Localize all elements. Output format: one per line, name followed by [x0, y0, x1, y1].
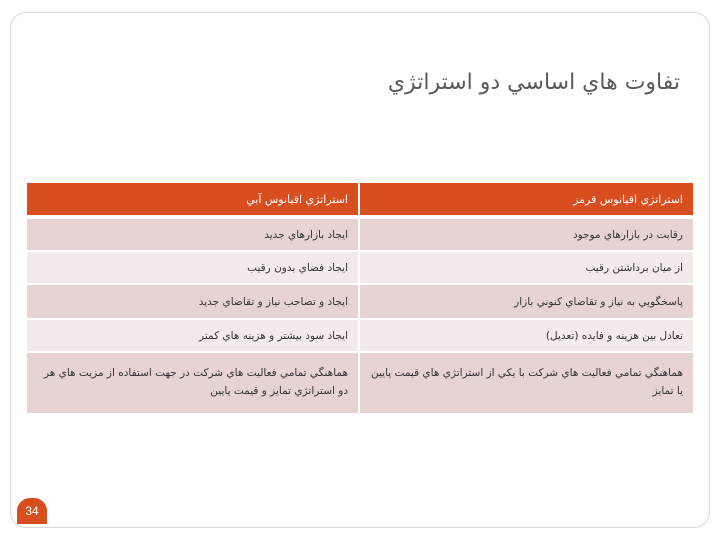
table-cell: ايجاد و تصاحب نياز و تقاضاي جديد	[27, 283, 360, 318]
header-blue-ocean: استراتژي اقيانوس آبي	[27, 183, 360, 217]
page-number: 34	[25, 504, 39, 518]
comparison-table	[27, 183, 693, 413]
table-row	[27, 283, 693, 318]
table-cell: هماهنگي تمامي فعاليت هاي شركت در جهت استفاده از مزيت هاي هر دو استراتژي تمايز و قيمت پايين	[27, 351, 360, 413]
table-cell: رقابت در بازارهاي موجود	[360, 217, 693, 250]
table-header-row	[27, 183, 693, 217]
table-row	[27, 250, 693, 283]
table-cell: از ميان برداشتن رقيب	[360, 250, 693, 283]
table-cell: پاسخگويي به نياز و تقاضاي كنوني بازار	[360, 283, 693, 318]
table-row	[27, 217, 693, 250]
slide-title: تفاوت هاي اساسي دو استراتژي	[387, 70, 680, 95]
table-row	[27, 351, 693, 413]
table-cell: ايجاد بازارهاي جديد	[27, 217, 360, 250]
table-cell: تعادل بين هزينه و فايده (تعديل)	[360, 318, 693, 351]
header-red-ocean: استراتژي اقيانوس قرمز	[360, 183, 693, 217]
table-cell: ايجاد سود بيشتر و هزينه هاي كمتر	[27, 318, 360, 351]
table-cell: ايجاد فضاي بدون رقيب	[27, 250, 360, 283]
table-cell: هماهنگي تمامي فعاليت هاي شركت با يكي از استراتژي هاي قيمت پايين يا تمايز	[360, 351, 693, 413]
table-row	[27, 318, 693, 351]
